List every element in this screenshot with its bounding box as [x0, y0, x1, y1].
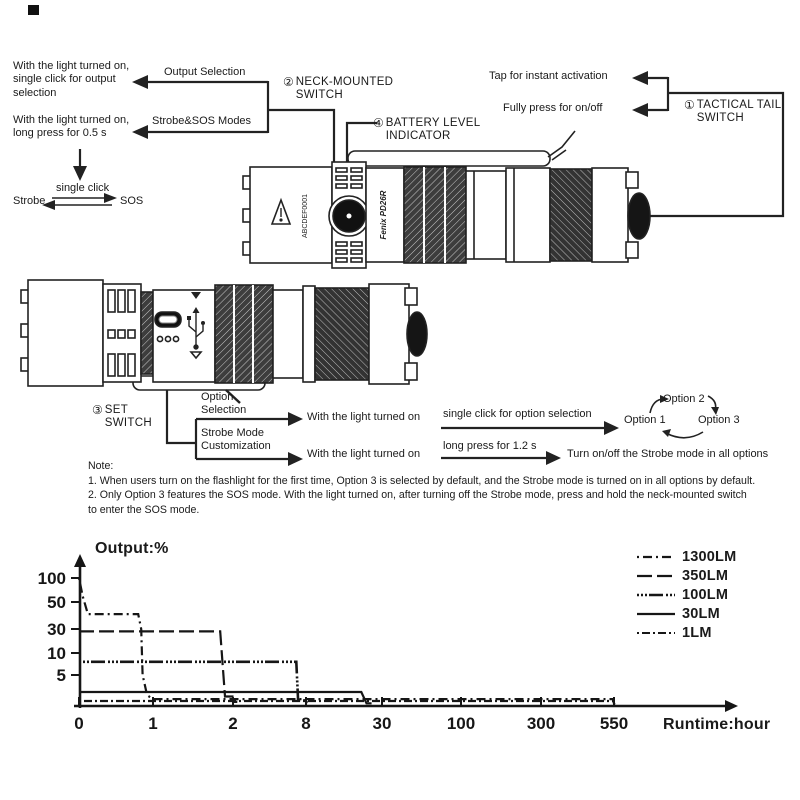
legend-line-sample — [636, 590, 676, 600]
chart-y-axis-title: Output:% — [95, 540, 169, 557]
circled-3-icon: ③ — [92, 403, 103, 417]
legend-item-1300lm: 1300LM — [636, 547, 736, 566]
flashlight-top-illustration — [243, 131, 650, 268]
legend-item-100lm: 100LM — [636, 585, 736, 604]
note-long-press: With the light turned on, long press for 0.5 s — [13, 114, 130, 140]
label-single-click: single click — [56, 182, 110, 194]
x-tick-label: 8 — [301, 714, 311, 733]
label-turn-onoff-strobe: Turn on/off the Strobe mode in all options — [567, 448, 769, 460]
label-option-3: Option 3 — [698, 414, 740, 426]
chart-x-axis-title: Runtime:hour — [663, 716, 771, 733]
brand-text: Fenix PD26R — [379, 190, 388, 240]
label-single-click-option: single click for option selection — [443, 408, 592, 420]
registration-mark — [28, 5, 39, 15]
note-block — [88, 459, 755, 517]
battery-level-indicator-led — [347, 214, 352, 219]
label-fully-press: Fully press for on/off — [503, 102, 603, 114]
label-with-light-1: With the light turned on — [307, 411, 421, 423]
chart-legend — [636, 547, 736, 642]
label-strobe-customization: Strobe Mode Customization — [201, 427, 271, 453]
chart-series-100LM — [79, 662, 307, 703]
circled-2-icon: ② — [283, 75, 294, 89]
note-line-3: to enter the SOS mode. — [88, 503, 200, 516]
legend-item-350lm: 350LM — [636, 566, 736, 585]
note-line-1: 1. When users turn on the flashlight for the first time, Option 3 is selected by default, and the Strobe mode is turned on in all options by default. — [88, 474, 756, 487]
x-tick-label: 100 — [446, 714, 476, 733]
x-tick-label: 30 — [372, 714, 392, 733]
label-long-press-12: long press for 1.2 s — [443, 440, 537, 452]
x-tick-label: 1 — [148, 714, 158, 733]
circled-1-icon: ① — [684, 98, 695, 112]
y-tick-label: 5 — [56, 666, 66, 685]
x-tick-label: 550 — [599, 714, 629, 733]
tactical-tail-switch-button — [628, 193, 650, 239]
chart-series-1300LM — [79, 578, 614, 704]
legend-line-sample — [636, 628, 676, 638]
note-line-2: 2. Only Option 3 features the SOS mode. With the light turned on, after turning off the Strobe mode, press and hold the neck-mounted switch — [88, 489, 747, 502]
label-option-1: Option 1 — [624, 414, 666, 426]
circled-4-icon: ④ — [373, 116, 384, 130]
callout-battery-level-indicator: ④ BATTERY LEVEL INDICATOR — [373, 116, 481, 143]
label-output-selection: Output Selection — [164, 66, 246, 78]
callout-neck-mounted-switch: ② NECK-MOUNTED SWITCH — [283, 75, 394, 102]
chart-series-1LM — [79, 701, 614, 705]
label-sos: SOS — [120, 195, 144, 207]
callout-set-switch: ③ SET SWITCH — [92, 403, 152, 430]
legend-item-1lm: 1LM — [636, 623, 736, 642]
legend-line-sample — [636, 609, 676, 619]
callout-tactical-tail-switch: ① TACTICAL TAIL SWITCH — [684, 98, 781, 125]
x-axis-arrow-icon — [725, 700, 738, 712]
y-tick-label: 10 — [47, 644, 66, 663]
note-title: Note: — [88, 460, 114, 472]
legend-line-sample — [636, 552, 676, 562]
flashlight-bottom-illustration — [21, 280, 427, 403]
runtime-chart — [38, 554, 738, 733]
serial-number-text: ABCDEF0001 — [302, 194, 309, 238]
legend-item-30lm: 30LM — [636, 604, 736, 623]
note-output-selection: With the light turned on, single click for output selection — [13, 60, 130, 99]
label-tap-instant-activation: Tap for instant activation — [489, 70, 608, 82]
x-tick-label: 2 — [228, 714, 238, 733]
label-with-light-2: With the light turned on — [307, 448, 421, 460]
y-tick-label: 50 — [47, 593, 66, 612]
label-option-2: Option 2 — [663, 393, 705, 405]
legend-line-sample — [636, 571, 676, 581]
x-tick-label: 300 — [526, 714, 556, 733]
y-tick-label: 100 — [37, 569, 66, 588]
y-tick-label: 30 — [47, 620, 66, 639]
x-tick-label: 0 — [74, 714, 84, 733]
label-strobe-sos-modes: Strobe&SOS Modes — [152, 115, 252, 127]
y-axis-arrow-icon — [74, 554, 86, 567]
label-option-selection: Option Selection — [201, 391, 247, 417]
label-strobe: Strobe — [13, 195, 46, 207]
